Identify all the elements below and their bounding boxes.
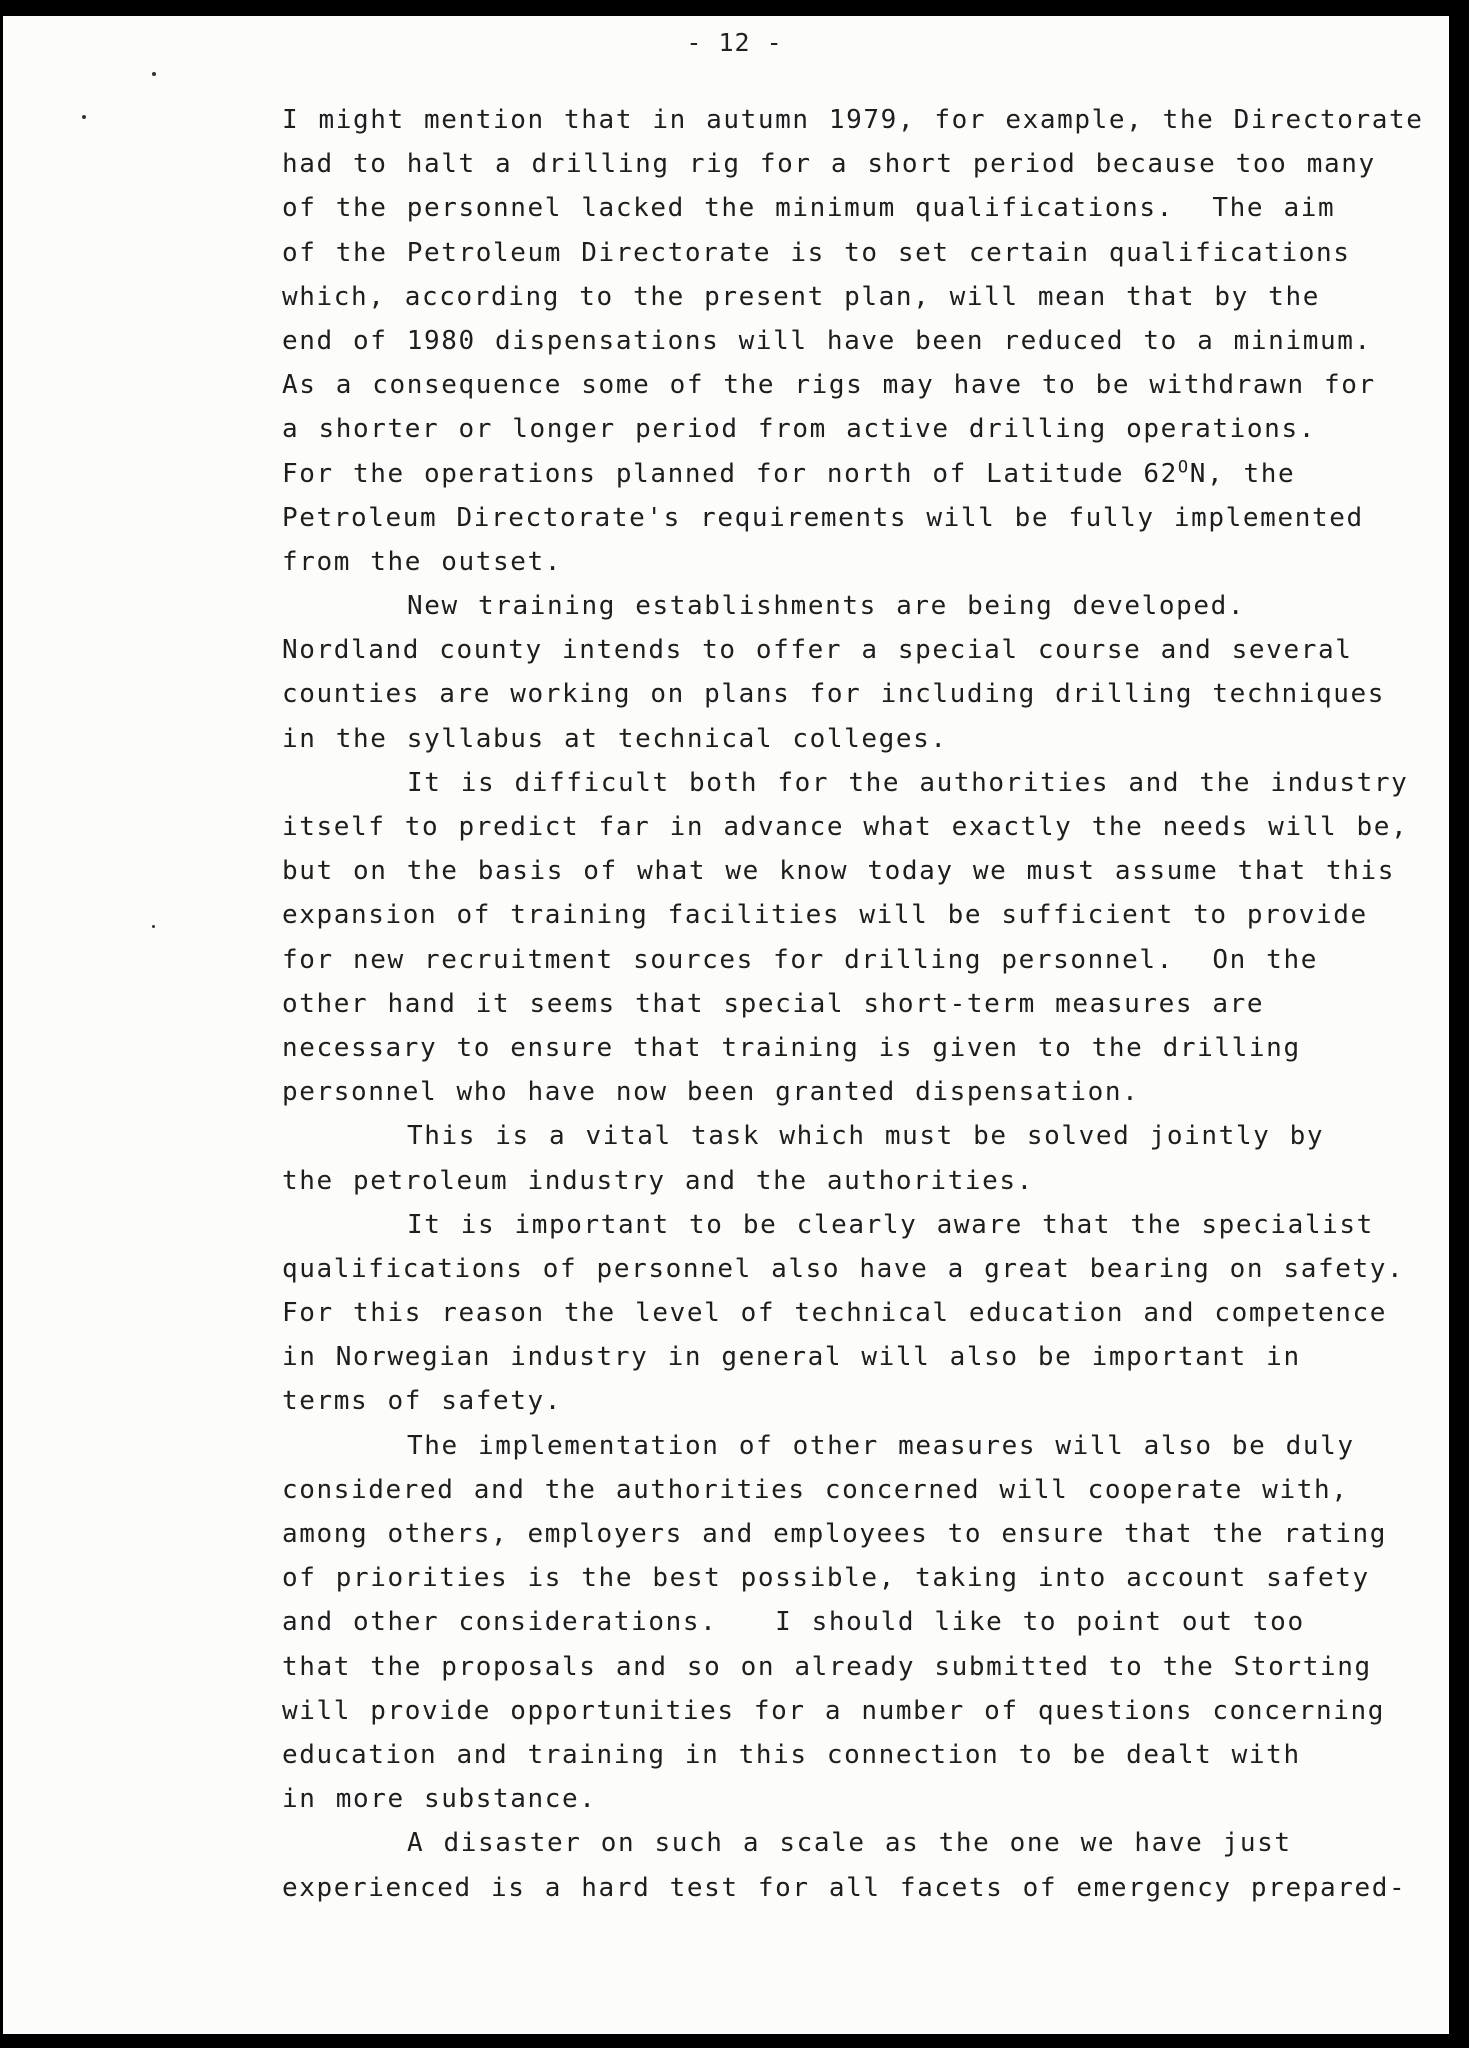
text-line: other hand it seems that special short-term measures are (282, 988, 1265, 1019)
text-line: in the syllabus at technical colleges. (282, 723, 948, 754)
text-line: but on the basis of what we know today we must assume that this (282, 856, 1395, 887)
text-line: for new recruitment sources for drilling personnel. On the (282, 944, 1318, 975)
text-line: which, according to the present plan, will mean that by the (282, 281, 1320, 312)
paragraph (282, 1114, 1452, 1202)
text-line: of priorities is the best possible, taking into account safety (282, 1563, 1370, 1594)
text-line: expansion of training facilities will be sufficient to provide (282, 900, 1368, 931)
degree-superscript: O (1177, 456, 1190, 477)
text-line: in more substance. (282, 1784, 597, 1815)
scan-speck (82, 115, 86, 119)
text-line: of the Petroleum Directorate is to set certain qualifications (282, 237, 1351, 268)
text-line: A disaster on such a scale as the one we have just (407, 1828, 1292, 1859)
text-line: It is important to be clearly aware that the specialist (407, 1209, 1374, 1240)
text-line: that the proposals and so on already submitted to the Storting (282, 1651, 1372, 1682)
text-line: This is a vital task which must be solved jointly by (407, 1121, 1325, 1152)
text-line: considered and the authorities concerned will cooperate with, (282, 1474, 1349, 1505)
text-line: will provide opportunities for a number of questions concerning (282, 1695, 1385, 1726)
paragraph (282, 1424, 1452, 1822)
text-segment: For the operations planned for north of Latitude 62 (282, 458, 1178, 489)
body-text (282, 98, 1452, 1910)
text-line: terms of safety. (282, 1386, 563, 1417)
text-line: the petroleum industry and the authorities. (282, 1165, 1034, 1196)
text-line: experienced is a hard test for all facets of emergency prepared- (282, 1872, 1407, 1903)
text-line: education and training in this connection to be dealt with (282, 1739, 1301, 1770)
text-line: among others, employers and employees to ensure that the rating (282, 1519, 1387, 1549)
scan-border-left (0, 0, 3, 2048)
text-segment: N, the (1189, 458, 1296, 489)
paragraph (282, 1203, 1452, 1424)
text-line: necessary to ensure that training is given to the drilling (282, 1032, 1301, 1063)
text-line: in Norwegian industry in general will also be important in (282, 1342, 1301, 1373)
text-line: and other considerations. I should like to point out too (282, 1607, 1305, 1638)
text-line: New training establishments are being developed. (407, 591, 1246, 622)
text-line: a shorter or longer period from active drilling operations. (282, 414, 1316, 445)
scan-border-bottom (0, 2034, 1469, 2048)
paragraph (282, 1821, 1452, 1909)
paragraph (282, 98, 1452, 584)
text-line: qualifications of personnel also have a great bearing on safety. (282, 1253, 1405, 1284)
scan-border-right (1449, 0, 1469, 2048)
text-line: Petroleum Directorate's requirements will be fully implemented (282, 502, 1364, 533)
text-line: Nordland county intends to offer a special course and several (282, 635, 1353, 666)
page-number: - 12 - (686, 28, 783, 57)
text-line: had to halt a drilling rig for a short period because too many (282, 149, 1376, 180)
paragraph (282, 584, 1452, 761)
text-line: It is difficult both for the authorities and the industry (407, 767, 1409, 798)
text-line: end of 1980 dispensations will have been reduced to a minimum. (282, 325, 1372, 356)
text-line: from the outset. (282, 546, 563, 577)
text-line: As a consequence some of the rigs may have to be withdrawn for (282, 370, 1376, 401)
scan-speck (152, 72, 156, 76)
scan-speck (152, 925, 155, 928)
scan-border-top (0, 0, 1469, 16)
paragraph (282, 761, 1452, 1115)
text-line: personnel who have now been granted dispensation. (282, 1077, 1140, 1108)
text-line: of the personnel lacked the minimum qualifications. The aim (282, 193, 1336, 224)
text-line: I might mention that in autumn 1979, for example, the Directorate (282, 105, 1424, 135)
text-line: itself to predict far in advance what exactly the needs will be, (282, 812, 1409, 842)
text-line: For this reason the level of technical education and competence (282, 1298, 1387, 1329)
text-line: counties are working on plans for including drilling techniques (282, 679, 1385, 710)
text-line (282, 452, 1452, 496)
text-line: The implementation of other measures will also be duly (407, 1430, 1355, 1461)
